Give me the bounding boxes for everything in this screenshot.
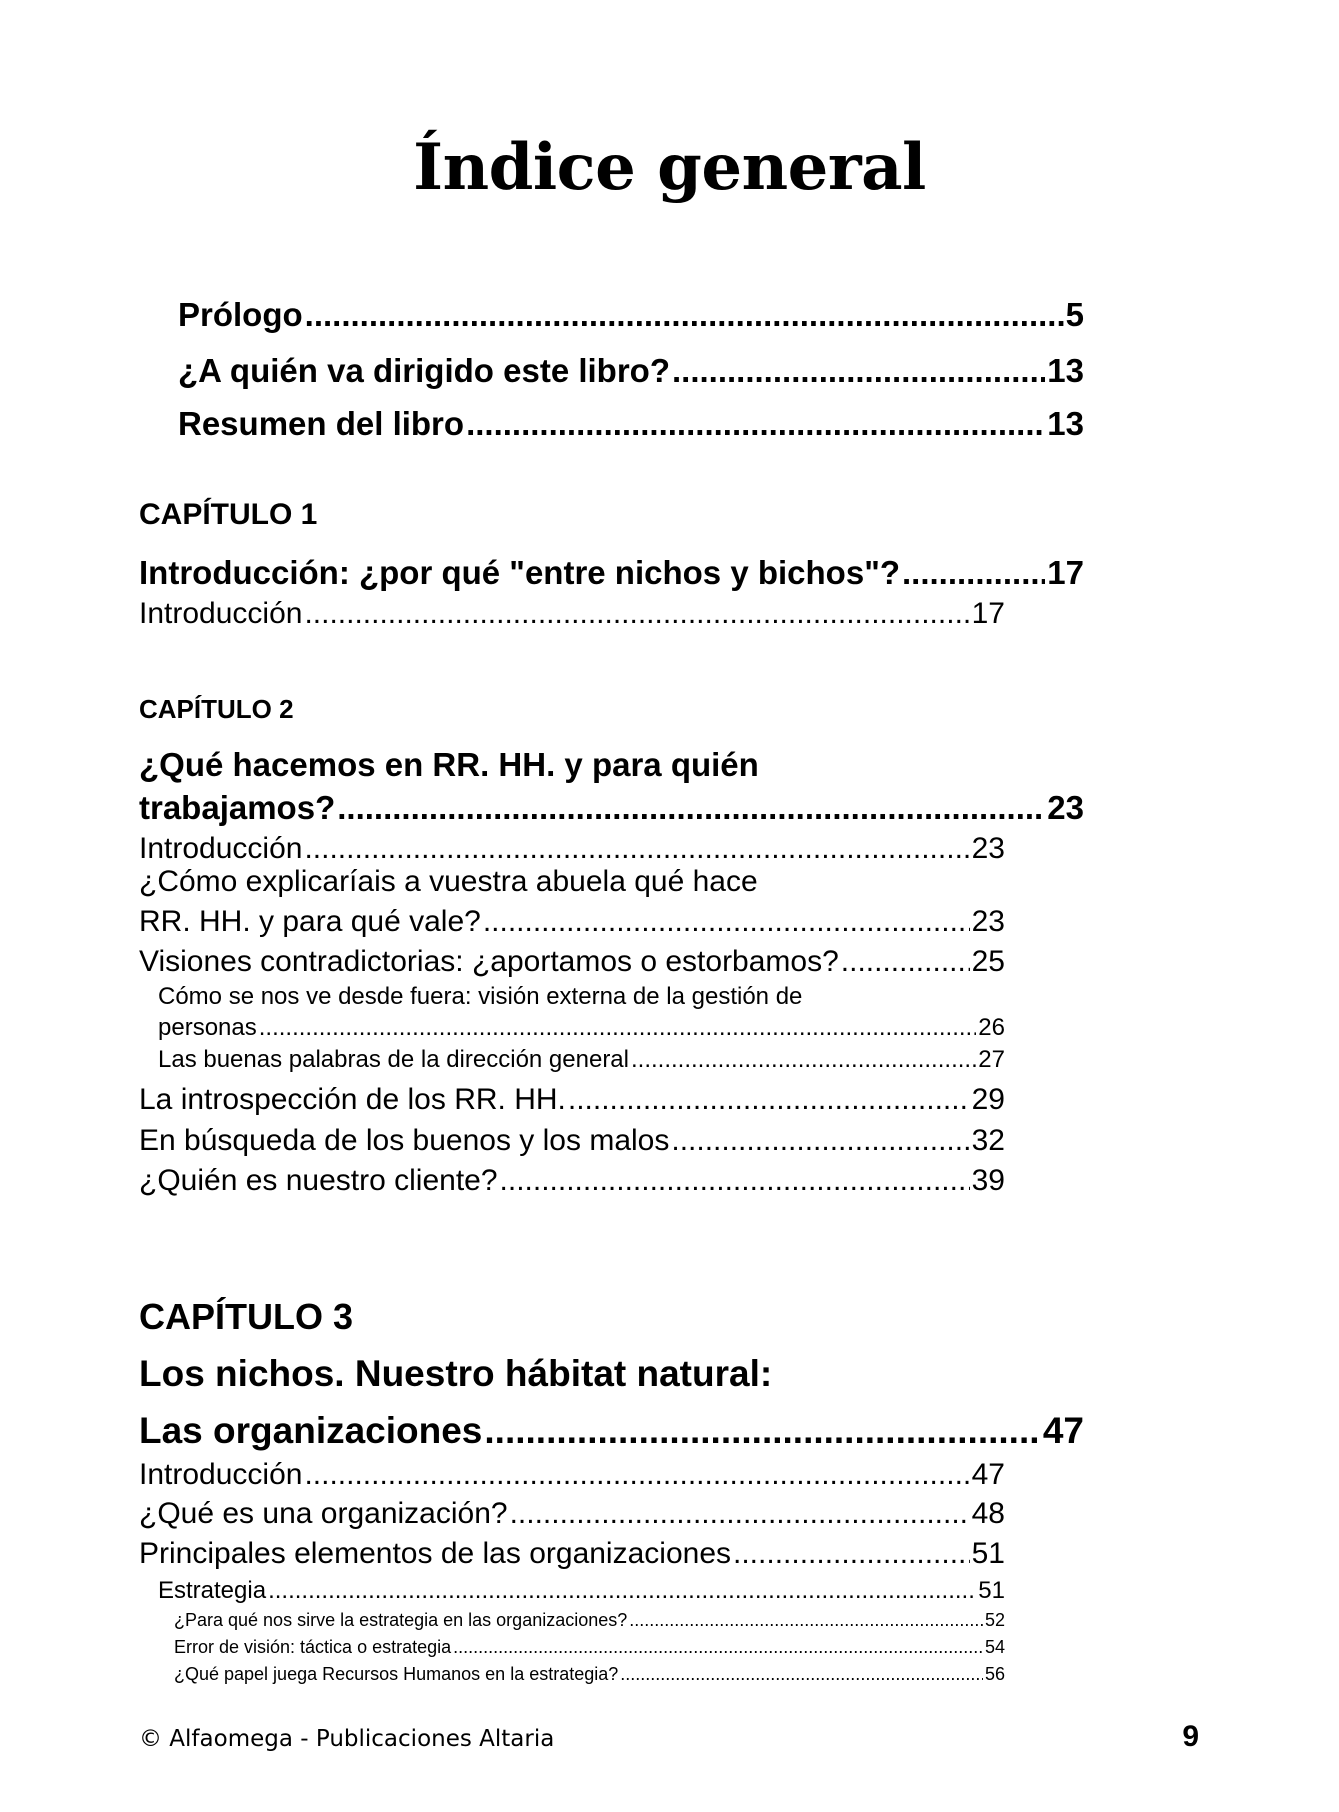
toc-entry-page: 17 bbox=[971, 597, 1005, 630]
dot-leader bbox=[304, 597, 969, 631]
toc-entry[interactable] bbox=[139, 597, 1005, 631]
toc-entry[interactable] bbox=[139, 1458, 1005, 1492]
toc-entry-label: Introducción bbox=[139, 1458, 303, 1491]
dot-leader bbox=[466, 405, 1045, 443]
toc-entry-label: ¿Qué papel juega Recursos Humanos en la estrategia? bbox=[174, 1664, 619, 1684]
dot-leader bbox=[672, 352, 1045, 390]
dot-leader bbox=[841, 945, 970, 979]
toc-entry-page: 23 bbox=[971, 832, 1005, 865]
toc-entry-line1: ¿Cómo explicaríais a vuestra abuela qué hace bbox=[139, 865, 758, 898]
toc-entry-label: La introspección de los RR. HH. bbox=[139, 1083, 566, 1116]
dot-leader bbox=[902, 554, 1045, 592]
toc-entry-label: Resumen del libro bbox=[178, 405, 465, 442]
chapter-2-title[interactable] bbox=[139, 789, 1084, 827]
chapter-title-page: 17 bbox=[1047, 554, 1084, 591]
toc-entry-a-quien[interactable] bbox=[178, 352, 1084, 390]
chapter-3-title-line1: Los nichos. Nuestro hábitat natural: bbox=[139, 1353, 773, 1394]
toc-subsubentry[interactable] bbox=[174, 1664, 1005, 1685]
chapter-3-heading: CAPÍTULO 3 bbox=[139, 1296, 354, 1337]
dot-leader bbox=[268, 1577, 976, 1605]
dot-leader bbox=[453, 1637, 983, 1658]
toc-subentry[interactable] bbox=[158, 1014, 1005, 1042]
toc-entry-page: 5 bbox=[1065, 296, 1084, 333]
toc-entry-label: Error de visión: táctica o estrategia bbox=[174, 1637, 452, 1657]
toc-entry[interactable] bbox=[139, 1083, 1005, 1117]
toc-subentry[interactable] bbox=[158, 1577, 1005, 1605]
toc-entry-label: RR. HH. y para qué vale? bbox=[139, 905, 481, 938]
chapter-1-heading: CAPÍTULO 1 bbox=[139, 498, 318, 531]
toc-entry-resumen[interactable] bbox=[178, 405, 1084, 443]
dot-leader bbox=[304, 832, 969, 866]
toc-entry-label: Introducción bbox=[139, 832, 303, 865]
toc-entry-page: 27 bbox=[978, 1046, 1005, 1073]
toc-entry-prologo[interactable] bbox=[178, 296, 1084, 334]
toc-entry-page: 47 bbox=[971, 1458, 1005, 1491]
toc-entry-page: 32 bbox=[971, 1124, 1005, 1157]
toc-entry-label: ¿Para qué nos sirve la estrategia en las organizaciones? bbox=[174, 1610, 628, 1630]
toc-entry[interactable] bbox=[139, 945, 1005, 979]
footer-page-number: 9 bbox=[1182, 1720, 1199, 1753]
dot-leader bbox=[631, 1046, 976, 1074]
toc-entry[interactable] bbox=[139, 905, 1005, 939]
toc-subentry-line1: Cómo se nos ve desde fuera: visión externa de la gestión de bbox=[158, 983, 803, 1010]
toc-entry-label: En búsqueda de los buenos y los malos bbox=[139, 1124, 670, 1157]
dot-leader bbox=[259, 1014, 977, 1042]
toc-entry-label: Estrategia bbox=[158, 1577, 267, 1604]
toc-entry[interactable] bbox=[139, 1537, 1005, 1571]
dot-leader bbox=[337, 789, 1045, 827]
chapter-3-title[interactable] bbox=[139, 1410, 1084, 1452]
chapter-2-heading: CAPÍTULO 2 bbox=[139, 694, 294, 724]
dot-leader bbox=[568, 1083, 970, 1117]
dot-leader bbox=[500, 1164, 970, 1198]
toc-entry-label: Introducción bbox=[139, 597, 303, 630]
toc-entry-page: 54 bbox=[984, 1637, 1005, 1657]
toc-entry-page: 26 bbox=[978, 1014, 1005, 1041]
toc-entry-page: 48 bbox=[971, 1497, 1005, 1530]
toc-entry-label: ¿A quién va dirigido este libro? bbox=[178, 352, 670, 389]
toc-entry-label: Visiones contradictorias: ¿aportamos o estorbamos? bbox=[139, 945, 839, 978]
chapter-title-label: Introducción: ¿por qué "entre nichos y bichos"? bbox=[139, 554, 900, 591]
dot-leader bbox=[733, 1537, 970, 1571]
toc-entry[interactable] bbox=[139, 1124, 1005, 1158]
toc-entry-page: 13 bbox=[1047, 352, 1084, 389]
chapter-2-title-line1: ¿Qué hacemos en RR. HH. y para quién bbox=[139, 746, 759, 783]
dot-leader bbox=[671, 1124, 969, 1158]
dot-leader bbox=[510, 1497, 970, 1531]
footer-publisher: © Alfaomega - Publicaciones Altaria bbox=[139, 1726, 555, 1752]
chapter-title-page: 23 bbox=[1047, 789, 1084, 826]
dot-leader bbox=[483, 905, 970, 939]
toc-entry-page: 51 bbox=[978, 1577, 1005, 1604]
dot-leader bbox=[304, 1458, 969, 1492]
toc-entry-label: ¿Quién es nuestro cliente? bbox=[139, 1164, 498, 1197]
dot-leader bbox=[305, 296, 1064, 334]
toc-entry-label: ¿Qué es una organización? bbox=[139, 1497, 508, 1530]
toc-entry-label: Principales elementos de las organizaciones bbox=[139, 1537, 732, 1570]
toc-entry-page: 51 bbox=[971, 1537, 1005, 1570]
toc-entry-page: 39 bbox=[971, 1164, 1005, 1197]
toc-entry-page: 56 bbox=[984, 1664, 1005, 1684]
dot-leader bbox=[484, 1410, 1040, 1452]
page-title: Índice general bbox=[413, 130, 926, 205]
toc-entry[interactable] bbox=[139, 1164, 1005, 1198]
toc-subsubentry[interactable] bbox=[174, 1637, 1005, 1658]
chapter-title-label: trabajamos? bbox=[139, 789, 336, 826]
chapter-1-title[interactable] bbox=[139, 554, 1084, 592]
toc-entry-page: 13 bbox=[1047, 405, 1084, 442]
toc-subsubentry[interactable] bbox=[174, 1610, 1005, 1631]
chapter-title-page: 47 bbox=[1042, 1410, 1084, 1451]
toc-subentry[interactable] bbox=[158, 1046, 1005, 1074]
toc-entry-label: personas bbox=[158, 1014, 257, 1041]
toc-entry-page: 29 bbox=[971, 1083, 1005, 1116]
toc-entry[interactable] bbox=[139, 1497, 1005, 1531]
toc-entry-page: 52 bbox=[984, 1610, 1005, 1630]
toc-entry-page: 23 bbox=[971, 905, 1005, 938]
toc-entry[interactable] bbox=[139, 832, 1005, 866]
dot-leader bbox=[620, 1664, 983, 1685]
dot-leader bbox=[629, 1610, 983, 1631]
toc-entry-label: Las buenas palabras de la dirección general bbox=[158, 1046, 629, 1073]
chapter-title-label: Las organizaciones bbox=[139, 1410, 483, 1451]
toc-entry-label: Prólogo bbox=[178, 296, 303, 333]
toc-entry-page: 25 bbox=[971, 945, 1005, 978]
